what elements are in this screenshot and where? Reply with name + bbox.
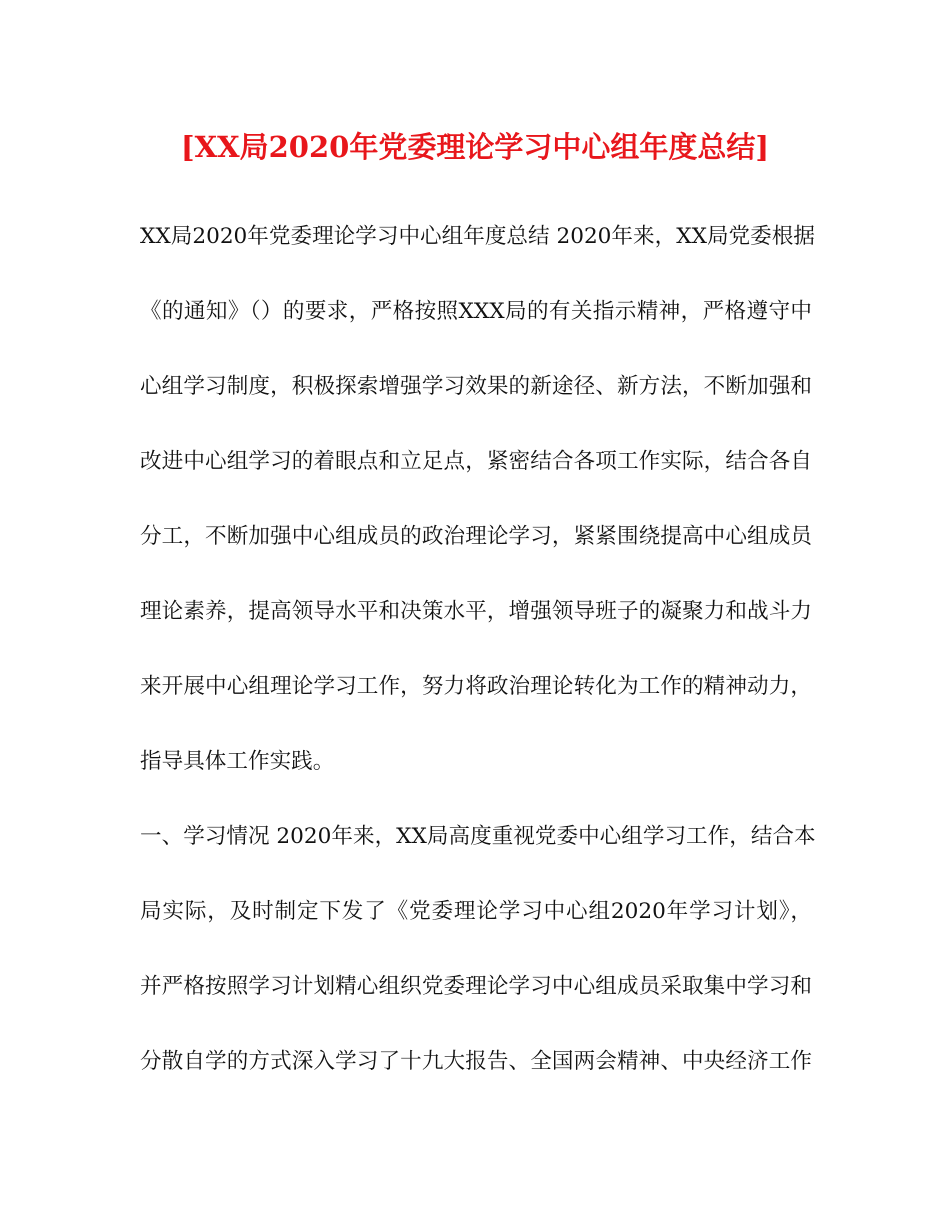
paragraph-line: 局实际，及时制定下发了《党委理论学习中心组2020年学习计划》， bbox=[140, 899, 812, 924]
paragraph-line: 并严格按照学习计划精心组织党委理论学习中心组成员采取集中学习和 bbox=[140, 974, 812, 999]
paragraph-line: 指导具体工作实践。 bbox=[140, 749, 335, 774]
paragraph-line: 改进中心组学习的着眼点和立足点，紧密结合各项工作实际，结合各自 bbox=[140, 449, 812, 474]
paragraph-line: XX局2020年党委理论学习中心组年度总结 2020年来，XX局党委根据 bbox=[140, 224, 815, 249]
paragraph-line: 心组学习制度，积极探索增强学习效果的新途径、新方法，不断加强和 bbox=[140, 374, 812, 399]
paragraph-line: 来开展中心组理论学习工作，努力将政治理论转化为工作的精神动力， bbox=[140, 674, 812, 699]
paragraph-line: 分工，不断加强中心组成员的政治理论学习，紧紧围绕提高中心组成员 bbox=[140, 524, 812, 549]
paragraph-line: 理论素养，提高领导水平和决策水平，增强领导班子的凝聚力和战斗力 bbox=[140, 599, 812, 624]
paragraph-line: 分散自学的方式深入学习了十九大报告、全国两会精神、中央经济工作 bbox=[140, 1049, 812, 1074]
paragraph-line: 一、学习情况 2020年来，XX局高度重视党委中心组学习工作，结合本 bbox=[140, 824, 816, 849]
document-title: [XX局2020年党委理论学习中心组年度总结] bbox=[180, 130, 770, 164]
paragraph-line: 《的通知》（）的要求，严格按照XXX局的有关指示精神，严格遵守中 bbox=[140, 299, 812, 324]
